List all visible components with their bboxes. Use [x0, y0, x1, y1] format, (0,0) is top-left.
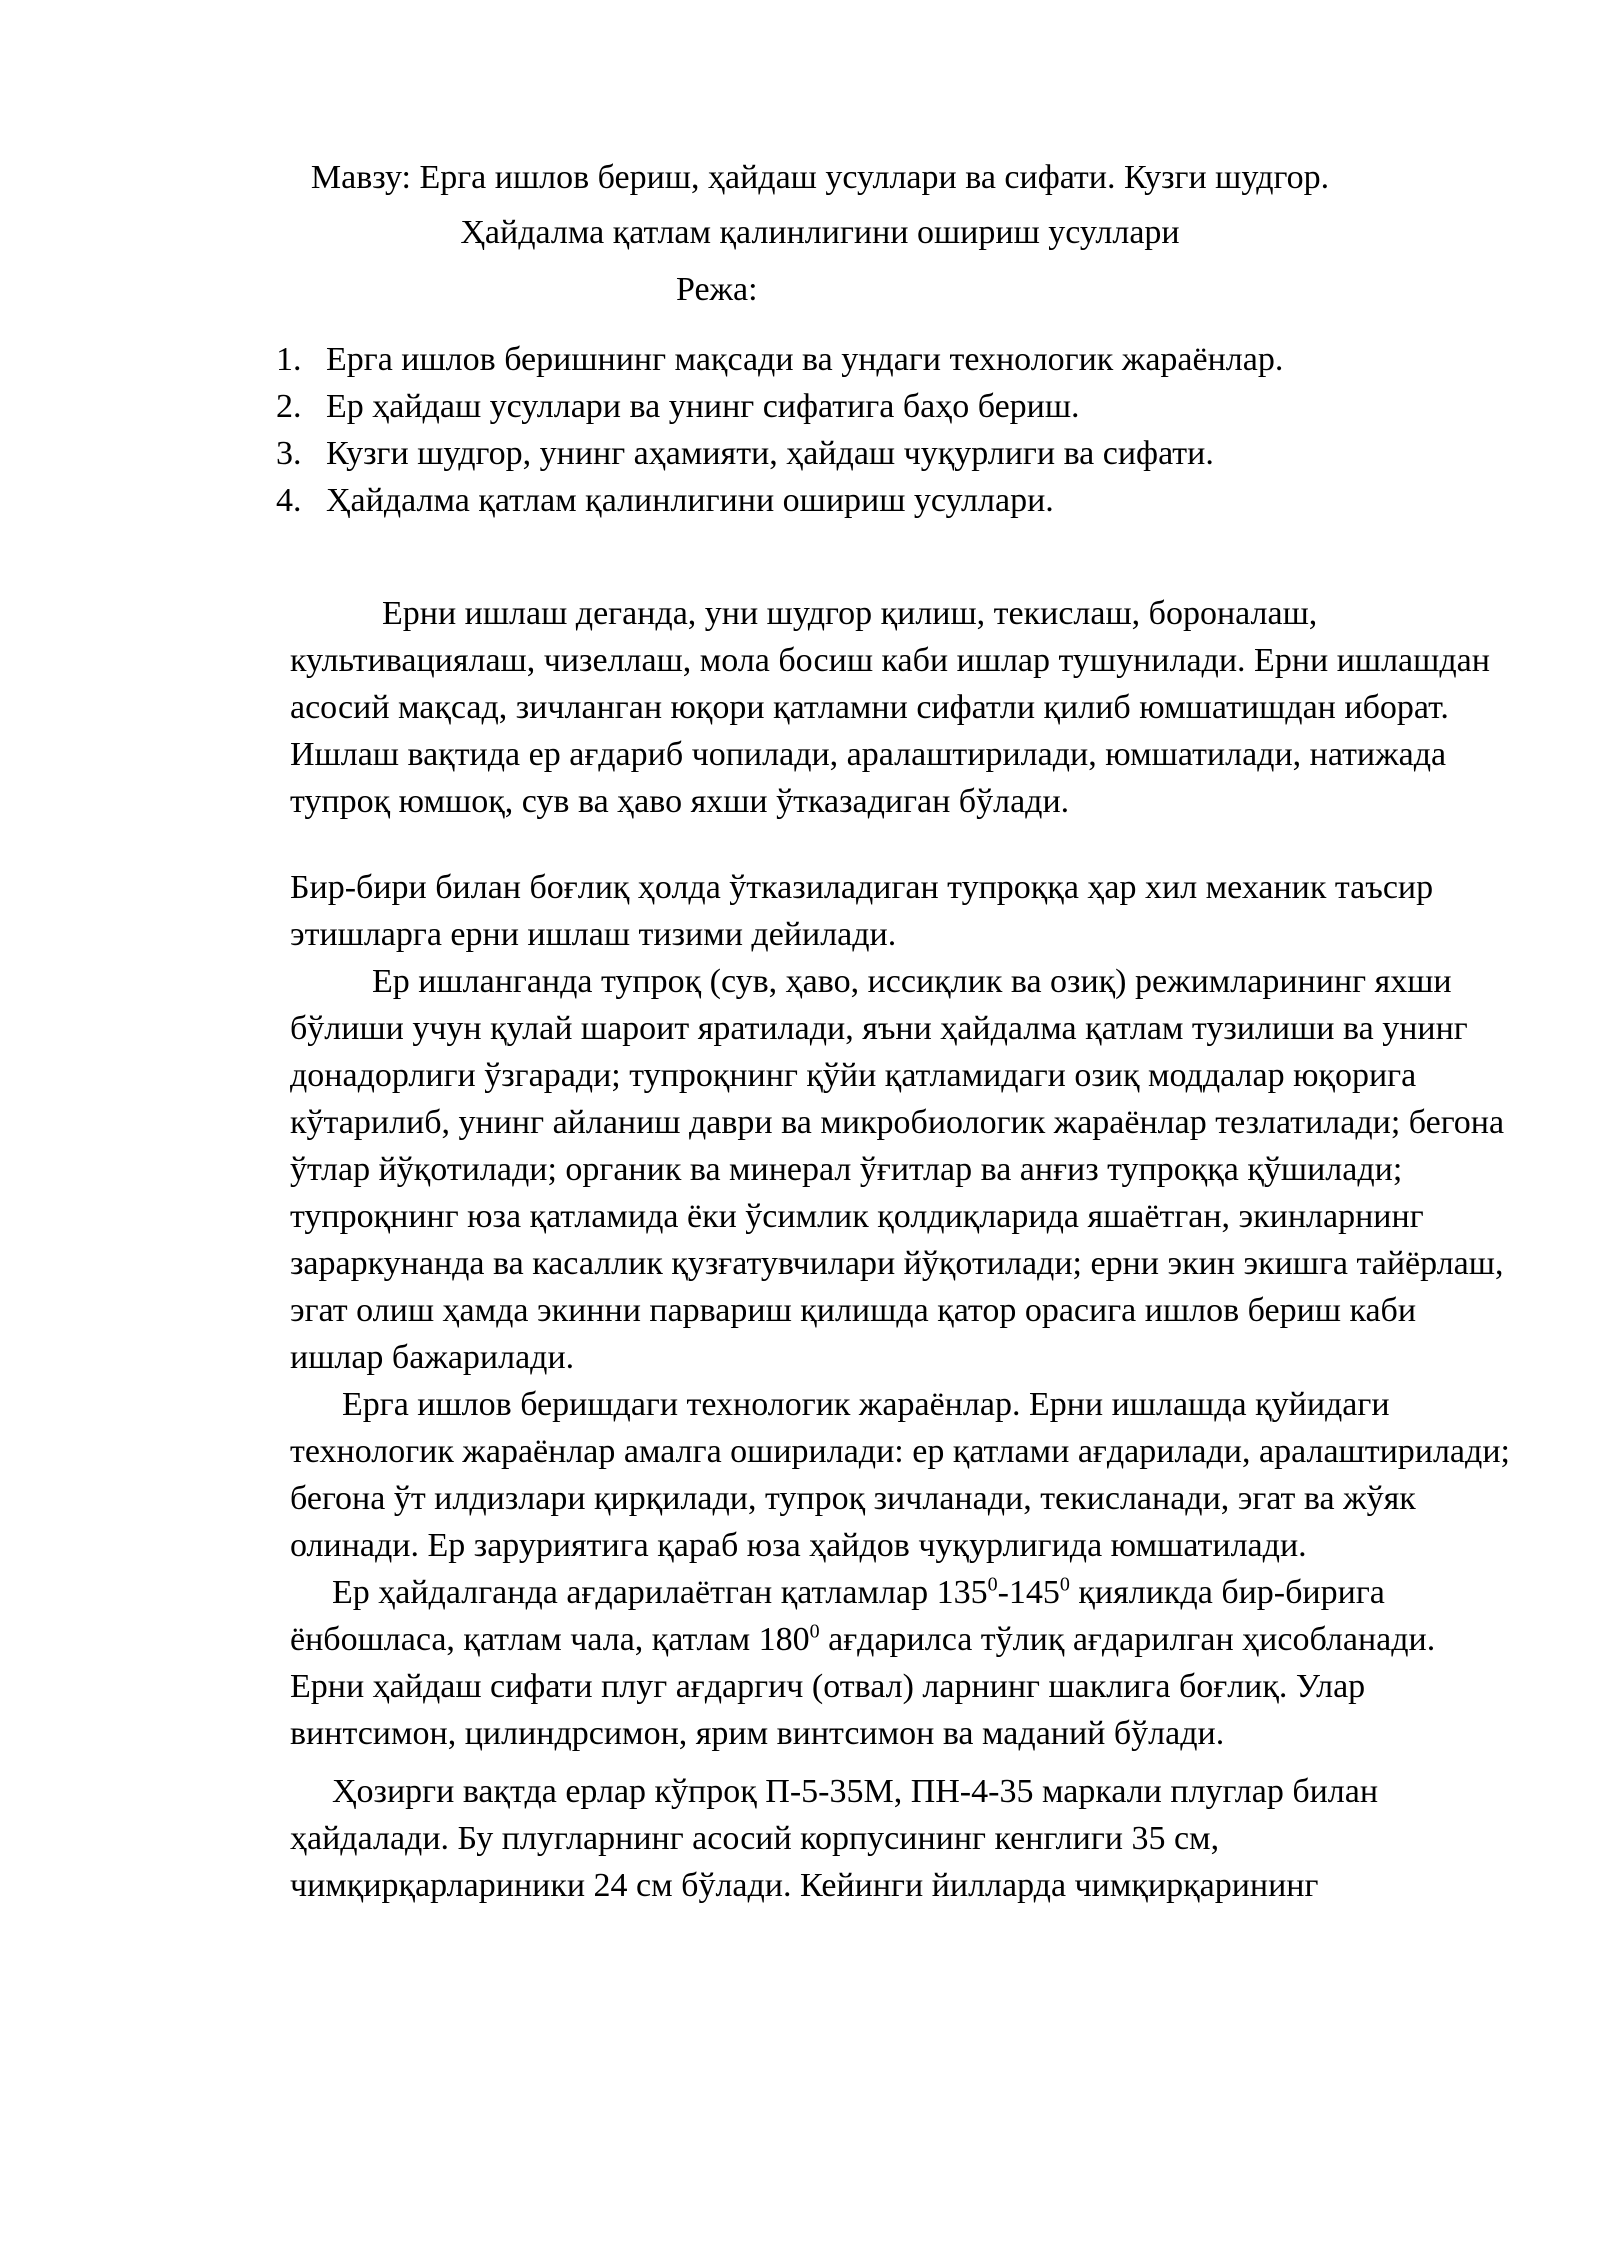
paragraph-3: Ер ишланганда тупроқ (сув, ҳаво, иссиқлик ва озиқ) режимларининг яхши бўлиши учун қулай шароит яратилади, яъни ҳайдалма қатлам тузилиши ва унинг донадорлиги ўзгаради; тупроқнинг қўйи қатламидаги озиқ моддалар юқорига кўтарилиб, унинг айланиш даври ва микробиологик жараёнлар тезлатилади; бегона ўтлар йўқотилади; органик ва минерал ўғитлар ва анғиз тупроққа қўшилади; тупроқнинг юза қатламида ёки ўсимлик қолдиқларида яшаётган, экинларнинг зараркунанда ва касаллик қузғатувчилари йўқотилади; ерни экин экишга тайёрлаш, эгат олиш ҳамда экинни парвариш қилишда қатор орасига ишлов бериш каби ишлар бажарилади. [290, 963, 1505, 1376]
plan-item [276, 477, 1476, 524]
plan-item-number: 3. [276, 435, 302, 472]
degree-superscript: 0 [1059, 1573, 1070, 1596]
paragraph-1: Ерни ишлаш деганда, уни шудгор қилиш, текислаш, бороналаш, культивациялаш, чизеллаш, мола босиш каби ишлар тушунилади. Ерни ишлашдан асосий мақсад, зичланган юқори қатламни сифатли қилиб юмшатишдан иборат. Ишлаш вақтида ер ағдариб чопилади, аралаштирилади, юмшатилади, натижада тупроқ юмшоқ, сув ва ҳаво яхши ўтказадиган бўлади. [290, 595, 1490, 820]
plan-item-number: 2. [276, 388, 302, 425]
plan-item-number: 1. [276, 341, 302, 378]
paragraph-4: Ерга ишлов беришдаги технологик жараёнлар. Ерни ишлашда қуйидаги технологик жараёнлар амалга оширилади: ер қатлами ағдарилади, аралаштирилади; бегона ўт илдизлари қирқилади, тупроқ зичланади, текисланади, эгат ва жўяк олинади. Ер заруриятига қараб юза ҳайдов чуқурлигида юмшатилади. [290, 1386, 1510, 1564]
document-body [290, 590, 1510, 1909]
degree-superscript: 0 [809, 1620, 820, 1643]
document-title [240, 150, 1400, 260]
paragraph-5-text-a: Ер ҳайдалганда ағдарилаётган қатламлар 135 [332, 1574, 988, 1611]
plan-list [276, 336, 1476, 524]
paragraph-2: Бир-бири билан боғлиқ ҳолда ўтказиладиган тупроққа ҳар хил механик таъсир этишларга ерни ишлаш тизими дейилади. [290, 869, 1434, 953]
plan-item [276, 336, 1476, 383]
plan-item [276, 383, 1476, 430]
plan-item [276, 430, 1476, 477]
title-line-1: Мавзу: Ерга ишлов бериш, ҳайдаш усуллари ва сифати. Кузги шудгор. [310, 159, 1330, 196]
degree-superscript: 0 [987, 1573, 998, 1596]
plan-heading: Режа: [676, 271, 758, 308]
paragraph-6: Ҳозирги вақтда ерлар кўпроқ П-5-35М, ПН-4-35 маркали плуглар билан ҳайдалади. Бу плугларнинг асосий корпусининг кенглиги 35 см, чимқирқарлариники 24 см бўлади. Кейинги йилларда чимқирқарининг [290, 1773, 1379, 1904]
plan-item-text: Ерга ишлов беришнинг мақсади ва ундаги технологик жараёнлар. [326, 341, 1284, 378]
paragraph-5-text-d: ағдарилса тўлиқ ағдарилган ҳисобланади. Ерни ҳайдаш сифати плуг ағдаргич (отвал) ларнинг шаклига боғлиқ. Улар винтсимон, цилиндрсимон, ярим винтсимон ва маданий бўлади. [290, 1621, 1436, 1752]
paragraph-5 [290, 1569, 1510, 1757]
plan-item-text: Кузги шудгор, унинг аҳамияти, ҳайдаш чуқурлиги ва сифати. [326, 435, 1214, 472]
plan-item-number: 4. [276, 482, 302, 519]
paragraph-5-text-b: -145 [997, 1574, 1060, 1611]
title-line-2: Ҳайдалма қатлам қалинлигини ошириш усуллари [460, 214, 1180, 251]
plan-item-text: Ер ҳайдаш усуллари ва унинг сифатига баҳо бериш. [326, 388, 1080, 425]
plan-item-text: Ҳайдалма қатлам қалинлигини ошириш усуллари. [326, 482, 1054, 519]
paragraph-5-text-c: қияликда бир-бирига ёнбошласа, қатлам чала, қатлам 180 [290, 1574, 1385, 1658]
